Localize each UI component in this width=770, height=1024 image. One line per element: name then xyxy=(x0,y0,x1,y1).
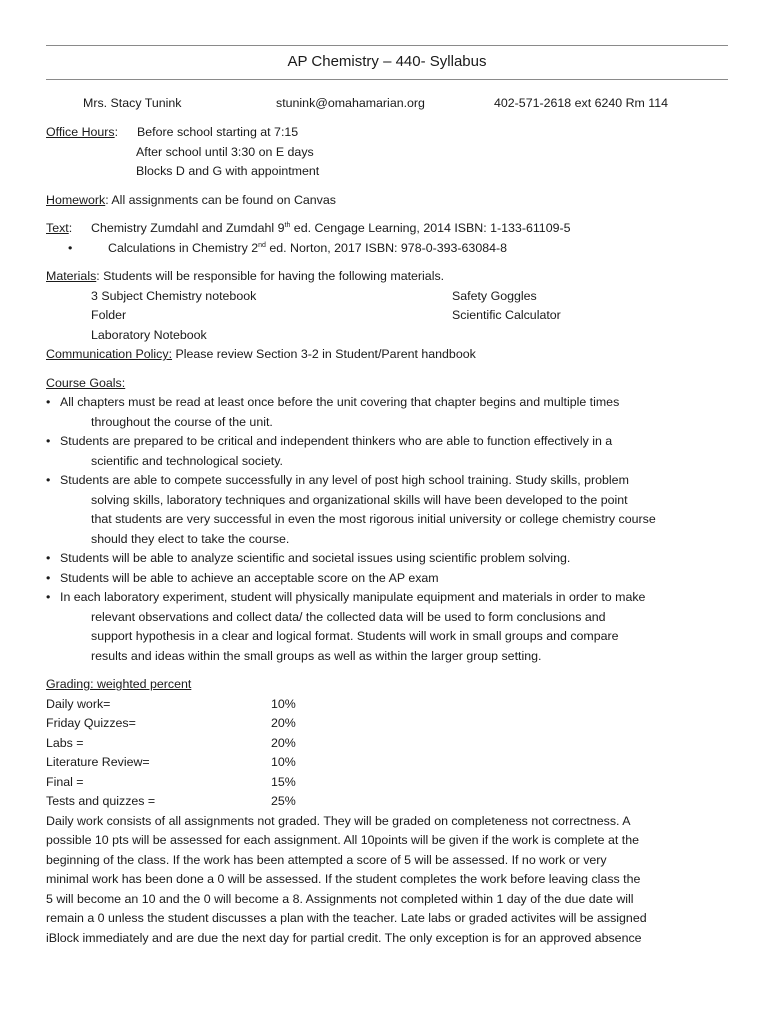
material-item: Safety Goggles xyxy=(452,288,537,303)
contact-line xyxy=(46,94,728,114)
teacher-email[interactable]: stunink@omahamarian.org xyxy=(276,96,425,110)
office-hours-label: Office Hours xyxy=(46,125,115,139)
grading-row: Daily work= 10% xyxy=(46,696,296,711)
material-item: Folder xyxy=(91,308,127,322)
grading-row: Final = 15% xyxy=(46,774,296,789)
textbook-primary: Chemistry Zumdahl and Zumdahl 9th ed. Cengage Learning, 2014 ISBN: 1-133-61109-5 xyxy=(91,221,571,235)
homework-text: All assignments can be found on Canvas xyxy=(111,192,336,207)
course-goals-heading: Course Goals: xyxy=(46,375,126,390)
materials-intro: Students will be responsible for having the following materials. xyxy=(103,269,445,283)
office-hours-line: Before school starting at 7:15 xyxy=(137,125,299,139)
title-rule xyxy=(46,79,728,80)
goal-item: • Students will be able to achieve an acceptable score on the AP exam xyxy=(46,570,439,585)
grading-row: Literature Review= 10% xyxy=(46,755,296,769)
communication-text: Please review Section 3-2 in Student/Parent handbook xyxy=(172,347,476,361)
goal-item: • In each laboratory experiment, student will physically manipulate equipment and materials in order to make relevant observations and collect data/ the collected data will be used to form conclusions and support hypothesis in a clear and logical format. Students will work in small groups and compare results and ideas within the small groups as well as within the larger group setting. xyxy=(46,590,646,663)
goal-item: • Students will be able to analyze scientific and societal issues using scientific problem solving. xyxy=(46,551,571,565)
textbook-secondary: • Calculations in Chemistry 2nd ed. Norton, 2017 ISBN: 978-0-393-63084-8 xyxy=(68,240,508,255)
goal-item: • Students are prepared to be critical and independent thinkers who are able to function effectively in a scientific and technological society. xyxy=(46,434,613,468)
homework: Homework: All assignments can be found on Canvas xyxy=(46,192,336,207)
course-goals-list xyxy=(46,393,728,666)
material-item: 3 Subject Chemistry notebook xyxy=(91,288,257,303)
homework-label: Homework xyxy=(46,192,106,207)
goal-item: • All chapters must be read at least once before the unit covering that chapter begins and multiple times throughout the course of the unit. xyxy=(46,395,620,429)
materials-row xyxy=(46,326,728,346)
communication-policy xyxy=(46,345,728,365)
office-hours: Office Hours: Before school starting at 7:15 xyxy=(46,123,728,143)
grading-row: Friday Quizzes= 20% xyxy=(46,716,296,730)
teacher-name: Mrs. Stacy Tunink xyxy=(83,96,182,110)
materials-row xyxy=(46,306,728,326)
page-title: AP Chemistry – 440- Syllabus xyxy=(287,53,487,70)
goal-item: • Students are able to compete successfully in any level of post high school training. Study skills, problem solving skills, laboratory techniques and organizational skills will have been developed to the point that students are very successful in even the most rigorous initial university or college chemistry course should they elect to take the course. xyxy=(46,473,656,546)
communication-label: Communication Policy: xyxy=(46,347,173,361)
grading-row: Tests and quizzes = 25% xyxy=(46,794,296,808)
materials-label: Materials xyxy=(46,269,97,283)
materials-row xyxy=(46,287,728,307)
grading-row: Labs = 20% xyxy=(46,735,296,750)
textbook-main: Text: Chemistry Zumdahl and Zumdahl 9th ed. Cengage Learning, 2014 ISBN: 1-133-61109-5 xyxy=(46,219,728,239)
syllabus-page xyxy=(46,45,728,948)
grading-heading: Grading: weighted percent xyxy=(46,677,192,691)
materials: Materials: Students will be responsible for having the following materials. xyxy=(46,269,445,283)
teacher-phone: 402-571-2618 ext 6240 Rm 114 xyxy=(494,96,669,110)
office-hours-line: Blocks D and G with appointment xyxy=(136,164,320,178)
office-hours-line: After school until 3:30 on E days xyxy=(136,144,314,159)
text-label: Text xyxy=(46,221,69,235)
material-item: Laboratory Notebook xyxy=(91,327,207,342)
daily-work-paragraph: Daily work consists of all assignments not graded. They will be graded on completeness not correctness. A possible 10 pts will be assessed for each assignment. All 10points will be given if the work is complete at the beginning of the class. If the work has been attempted a score of 5 will be assessed. If no work or very minimal work has been done a 0 will be assessed. If the student completes the work before leaving class the 5 will become an 10 and the 0 will become a 8. Assignments not completed within 1 day of the due date will remain a 0 unless the student discusses a plan with the teacher. Late labs or graded activites will be assigned iBlock immediately and are due the next day for partial credit. The only exception is for an approved absence xyxy=(46,813,647,945)
material-item: Scientific Calculator xyxy=(452,308,561,322)
